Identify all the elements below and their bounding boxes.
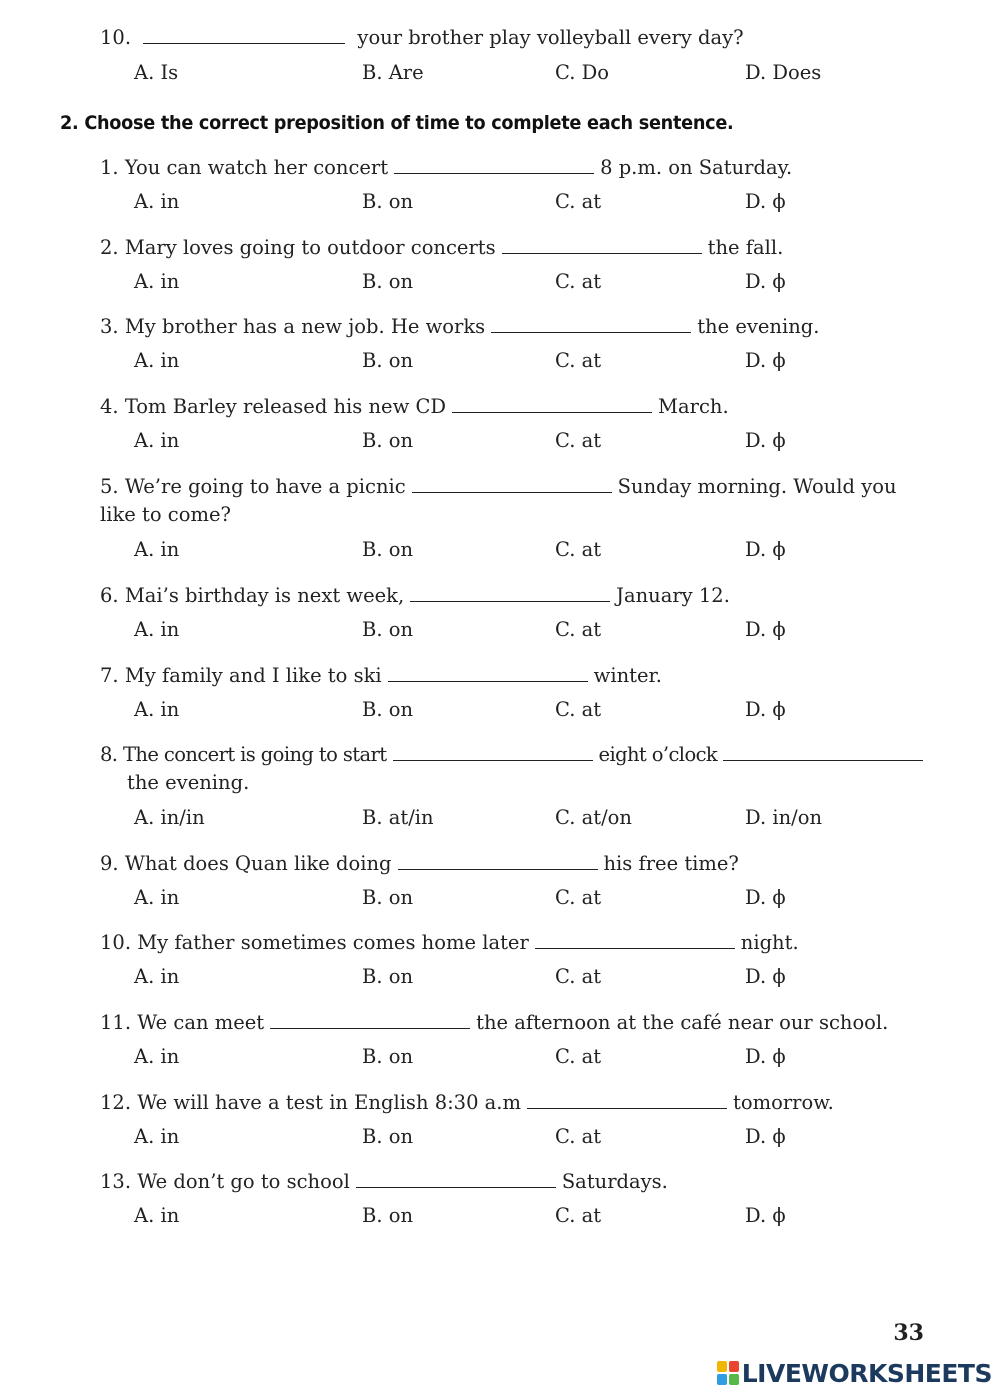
option-a[interactable]: A. in <box>134 270 180 293</box>
option-a[interactable]: A. in <box>134 698 180 721</box>
question-text-before: The concert is going to start <box>123 743 387 766</box>
question-stem <box>100 662 930 690</box>
option-d[interactable]: D. ϕ <box>745 1125 786 1148</box>
question-text-after: the evening. <box>127 771 250 794</box>
option-c[interactable]: C. at <box>555 429 602 452</box>
option-d[interactable]: D. ϕ <box>745 349 786 372</box>
option-b[interactable]: B. on <box>362 1045 414 1068</box>
question-text-before: We don’t go to school <box>137 1170 350 1193</box>
option-d[interactable]: D. ϕ <box>745 698 786 721</box>
option-d[interactable]: D. in/on <box>745 806 823 829</box>
question-text-before: What does Quan like doing <box>124 852 392 875</box>
question-text-before: Mai’s birthday is next week, <box>124 584 405 607</box>
question-stem <box>100 929 930 957</box>
option-b[interactable]: B. Are <box>362 61 424 84</box>
option-a[interactable]: A. in <box>134 618 180 641</box>
question-text-before: My father sometimes comes home later <box>137 931 529 954</box>
answer-blank[interactable] <box>143 42 345 44</box>
option-b[interactable]: B. on <box>362 886 414 909</box>
question-number: 11. <box>100 1011 132 1034</box>
liveworksheets-logo-icon <box>717 1361 739 1385</box>
question-stem-continued <box>127 769 930 797</box>
answer-blank[interactable] <box>452 411 652 413</box>
option-b[interactable]: B. on <box>362 618 414 641</box>
option-a[interactable]: A. in <box>134 190 180 213</box>
question-text-before: My family and I like to ski <box>124 664 382 687</box>
option-d[interactable]: D. ϕ <box>745 429 786 452</box>
question-stem <box>100 313 930 341</box>
option-d[interactable]: D. ϕ <box>745 1204 786 1227</box>
question-text-after: Saturdays. <box>561 1170 668 1193</box>
option-c[interactable]: C. at <box>555 1045 602 1068</box>
option-d[interactable]: D. ϕ <box>745 886 786 909</box>
option-b[interactable]: B. on <box>362 1204 414 1227</box>
option-c[interactable]: C. at <box>555 538 602 561</box>
question-text-before: We’re going to have a picnic <box>124 475 406 498</box>
question-text-after: Sunday morning. Would you like to come? <box>100 475 897 526</box>
option-b[interactable]: B. on <box>362 538 414 561</box>
question-stem <box>100 741 930 769</box>
option-c[interactable]: C. at <box>555 886 602 909</box>
option-c[interactable]: C. Do <box>555 61 609 84</box>
question-text-after: January 12. <box>616 584 730 607</box>
question-text-after: winter. <box>593 664 662 687</box>
question-number: 5. <box>100 475 119 498</box>
option-a[interactable]: A. in <box>134 1045 180 1068</box>
option-d[interactable]: D. ϕ <box>745 1045 786 1068</box>
option-b[interactable]: B. on <box>362 190 414 213</box>
question-text-before: You can watch her concert <box>124 156 389 179</box>
option-b[interactable]: B. on <box>362 270 414 293</box>
option-c[interactable]: C. at <box>555 349 602 372</box>
option-c[interactable]: C. at <box>555 270 602 293</box>
option-b[interactable]: B. at/in <box>362 806 434 829</box>
question-number: 9. <box>100 852 119 875</box>
question-text-after: March. <box>658 395 729 418</box>
answer-blank[interactable] <box>491 331 691 333</box>
question-number: 7. <box>100 664 119 687</box>
answer-blank[interactable] <box>394 172 594 174</box>
section-title: 2. Choose the correct preposition of time to complete each sentence. <box>60 112 734 134</box>
question-number: 3. <box>100 315 119 338</box>
question-stem <box>100 1089 930 1117</box>
option-c[interactable]: C. at <box>555 965 602 988</box>
option-a[interactable]: A. in <box>134 429 180 452</box>
answer-blank[interactable] <box>270 1027 470 1029</box>
question-text-after: tomorrow. <box>733 1091 834 1114</box>
option-c[interactable]: C. at <box>555 1125 602 1148</box>
question-stem-prev-10 <box>100 24 930 52</box>
question-number: 8. <box>100 743 118 766</box>
option-d[interactable]: D. ϕ <box>745 965 786 988</box>
answer-blank-2[interactable] <box>723 759 923 761</box>
option-b[interactable]: B. on <box>362 1125 414 1148</box>
option-a[interactable]: A. in <box>134 965 180 988</box>
question-stem <box>100 1009 930 1037</box>
question-text-before: My brother has a new job. He works <box>124 315 486 338</box>
question-number: 1. <box>100 156 119 179</box>
brand-name: LIVEWORKSHEETS <box>741 1358 992 1388</box>
option-b[interactable]: B. on <box>362 965 414 988</box>
option-c[interactable]: C. at/on <box>555 806 632 829</box>
question-stem <box>100 473 930 529</box>
question-text-after: the afternoon at the café near our school. <box>476 1011 889 1034</box>
answer-blank[interactable] <box>527 1107 727 1109</box>
option-d[interactable]: D. ϕ <box>745 270 786 293</box>
option-d[interactable]: D. ϕ <box>745 538 786 561</box>
option-b[interactable]: B. on <box>362 698 414 721</box>
question-text-after: 8 p.m. on Saturday. <box>600 156 793 179</box>
question-number: 12. <box>100 1091 132 1114</box>
option-a[interactable]: A. in <box>134 538 180 561</box>
liveworksheets-logo <box>717 1356 992 1390</box>
answer-blank[interactable] <box>502 252 702 254</box>
option-c[interactable]: C. at <box>555 698 602 721</box>
answer-blank[interactable] <box>410 600 610 602</box>
question-number: 4. <box>100 395 119 418</box>
option-a[interactable]: A. in <box>134 1204 180 1227</box>
question-stem <box>100 582 930 610</box>
question-text-after: his free time? <box>603 852 739 875</box>
question-stem <box>100 1168 930 1196</box>
question-text-before: We will have a test in English 8:30 a.m <box>137 1091 522 1114</box>
question-number: 10. <box>100 26 132 49</box>
option-c[interactable]: C. at <box>555 1204 602 1227</box>
answer-blank[interactable] <box>356 1186 556 1188</box>
answer-blank[interactable] <box>393 759 593 761</box>
question-stem <box>100 154 930 182</box>
question-text-before: Mary loves going to outdoor concerts <box>124 236 496 259</box>
answer-blank[interactable] <box>412 491 612 493</box>
question-text-before: We can meet <box>137 1011 265 1034</box>
question-stem <box>100 393 930 421</box>
option-a[interactable]: A. in <box>134 886 180 909</box>
option-a[interactable]: A. Is <box>134 61 179 84</box>
question-number: 10. <box>100 931 132 954</box>
question-text-after: the fall. <box>707 236 784 259</box>
question-number: 6. <box>100 584 119 607</box>
answer-blank[interactable] <box>388 680 588 682</box>
option-d[interactable]: D. ϕ <box>745 618 786 641</box>
option-a[interactable]: A. in <box>134 1125 180 1148</box>
option-d[interactable]: D. ϕ <box>745 190 786 213</box>
option-a[interactable]: A. in <box>134 349 180 372</box>
answer-blank[interactable] <box>398 868 598 870</box>
option-b[interactable]: B. on <box>362 429 414 452</box>
question-text-before: Tom Barley released his new CD <box>124 395 447 418</box>
option-c[interactable]: C. at <box>555 618 602 641</box>
page-number: 33 <box>893 1320 924 1346</box>
answer-blank[interactable] <box>535 947 735 949</box>
option-c[interactable]: C. at <box>555 190 602 213</box>
question-stem <box>100 234 930 262</box>
question-stem <box>100 850 930 878</box>
question-text-after: night. <box>740 931 799 954</box>
question-text-after: your brother play volleyball every day? <box>357 26 744 49</box>
question-number: 2. <box>100 236 119 259</box>
option-b[interactable]: B. on <box>362 349 414 372</box>
question-text-after: the evening. <box>697 315 820 338</box>
option-d[interactable]: D. Does <box>745 61 822 84</box>
question-text-middle: eight o’clock <box>598 743 718 766</box>
option-a[interactable]: A. in/in <box>134 806 205 829</box>
question-number: 13. <box>100 1170 132 1193</box>
